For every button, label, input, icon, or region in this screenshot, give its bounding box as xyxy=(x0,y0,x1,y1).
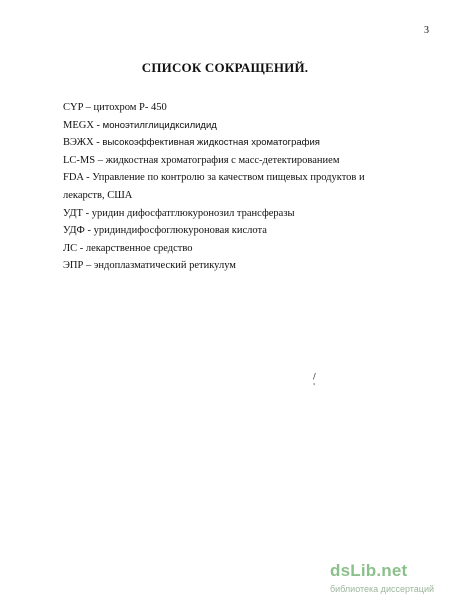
abbreviation-term: LC-MS xyxy=(63,154,96,166)
abbreviation-separator: - xyxy=(77,242,86,254)
abbreviation-separator: – xyxy=(83,260,94,272)
abbreviation-term: CYP xyxy=(63,102,84,113)
abbreviation-separator: – xyxy=(95,154,106,166)
stray-mark: / xyxy=(313,372,316,381)
watermark-tagline: библиотека диссертаций xyxy=(330,584,435,594)
abbreviation-separator: - xyxy=(93,137,103,149)
abbreviation-separator: - xyxy=(83,172,93,184)
watermark-logo: dsLib.net xyxy=(330,561,408,580)
abbreviation-term: УДФ xyxy=(63,225,85,237)
abbreviation-definition: лекарственное средство xyxy=(85,242,193,254)
abbreviation-definition: моноэтилглицидксилидид xyxy=(102,119,217,131)
abbreviation-item xyxy=(63,205,423,223)
page-title: СПИСОК СОКРАЩЕНИЙ. xyxy=(141,60,309,75)
abbreviation-list xyxy=(63,99,423,275)
abbreviation-definition: Управление по контролю за качеством пищевых продуктов и лекарств, США xyxy=(63,172,365,201)
abbreviation-term: УДТ xyxy=(63,207,83,219)
abbreviation-definition: эндоплазматический ретикулум xyxy=(93,260,236,272)
watermark xyxy=(330,561,445,601)
abbreviation-item xyxy=(63,152,423,170)
abbreviation-item xyxy=(63,169,383,204)
abbreviation-definition: цитохром Р- 450 xyxy=(93,102,167,113)
abbreviation-item xyxy=(63,134,423,152)
abbreviation-item xyxy=(63,117,423,135)
page-number: 3 xyxy=(424,25,429,36)
abbreviation-term: MEGX xyxy=(63,119,94,131)
abbreviation-separator: - xyxy=(84,225,94,237)
abbreviation-separator: – xyxy=(83,102,94,113)
abbreviation-term: ВЭЖХ xyxy=(63,137,94,149)
abbreviation-definition: уридин дифосфатглюкуронозил трансферазы xyxy=(91,207,295,219)
abbreviation-item xyxy=(63,257,423,275)
abbreviation-term: ЭПР xyxy=(63,260,84,272)
abbreviation-definition: жидкостная хроматография с масс-детектированием xyxy=(105,154,340,166)
abbreviation-item xyxy=(63,240,423,258)
abbreviation-item xyxy=(63,222,423,240)
abbreviation-separator: - xyxy=(82,207,92,219)
abbreviation-term: ЛС xyxy=(63,242,78,254)
abbreviation-item xyxy=(63,99,423,117)
abbreviation-term: FDA xyxy=(63,172,84,184)
abbreviation-definition: высокоэффективная жидкостная хроматография xyxy=(102,137,320,149)
abbreviation-definition: уридиндифосфоглюкуроновая кислота xyxy=(93,225,267,237)
abbreviation-separator: - xyxy=(93,119,103,131)
stray-mark: ' xyxy=(313,382,316,391)
